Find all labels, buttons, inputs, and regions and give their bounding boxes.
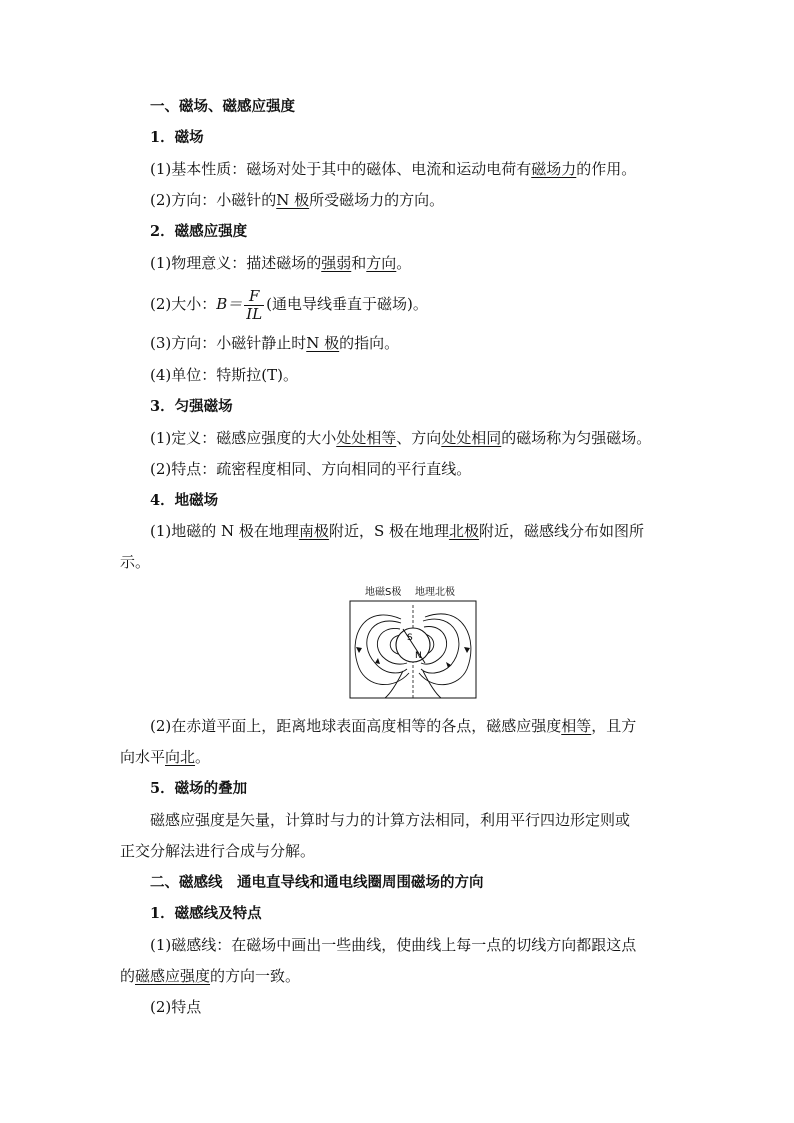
p3-title: 3．匀强磁场 — [150, 398, 233, 415]
s2-p1-line3: (2)特点 — [150, 998, 202, 1016]
p1-line2: (2)方向：小磁针的N 极所受磁场力的方向。 — [150, 191, 445, 209]
p4-line1-cont: 示。 — [120, 553, 151, 571]
section2-title: 二、磁感线 通电直导线和通电线圈周围磁场的方向 — [150, 874, 484, 891]
p3-line1: (1)定义：磁感应强度的大小处处相等、方向处处相同的磁场称为匀强磁场。 — [150, 429, 652, 447]
pole-n-label: N — [415, 651, 422, 661]
p2-line2-formula: (2)大小：B＝ $\frac{F}{IL}$ (通电导线垂直于磁场)。 — [150, 286, 428, 323]
p4-line2-cont: 向水平向北。 — [120, 748, 211, 766]
p2-title: 2．磁感应强度 — [150, 223, 248, 240]
p4-line2: (2)在赤道平面上，距离地球表面高度相等的各点，磁感应强度相等，且方 — [150, 717, 637, 735]
figure-label-right: 地理北极 — [415, 587, 455, 598]
s2-p1-line2: 的磁感应强度的方向一致。 — [120, 967, 301, 985]
s2-p1-title: 1．磁感线及特点 — [150, 905, 262, 922]
p4-title: 4．地磁场 — [150, 492, 219, 509]
p2-line4: (4)单位：特斯拉(T)。 — [150, 366, 298, 384]
p5-line1: 磁感应强度是矢量，计算时与力的计算方法相同，利用平行四边形定则或 — [150, 811, 631, 829]
p2-line1: (1)物理意义：描述磁场的强弱和方向。 — [150, 254, 412, 272]
formula-fraction: $\frac{F}{IL}$ — [246, 286, 263, 323]
p1-title: 1．磁场 — [150, 129, 204, 146]
p4-line1: (1)地磁的 N 极在地理南极附近，S 极在地理北极附近，磁感线分布如图所 — [150, 522, 645, 540]
earth-magnetic-field-figure — [345, 583, 480, 703]
p1-line1: (1)基本性质：磁场对处于其中的磁体、电流和运动电荷有磁场力的作用。 — [150, 160, 637, 178]
field-lines-drawing — [345, 583, 480, 703]
pole-s-label: S — [407, 633, 413, 643]
p2-line3: (3)方向：小磁针静止时N 极的指向。 — [150, 334, 400, 352]
s2-p1-line1: (1)磁感线：在磁场中画出一些曲线，使曲线上每一点的切线方向都跟这点 — [150, 936, 637, 954]
figure-label-left: 地磁S极 — [365, 587, 402, 598]
section1-title: 一、磁场、磁感应强度 — [150, 98, 295, 115]
p5-title: 5．磁场的叠加 — [150, 780, 248, 797]
p5-line2: 正交分解法进行合成与分解。 — [120, 842, 316, 860]
p3-line2: (2)特点：疏密程度相同、方向相同的平行直线。 — [150, 460, 472, 478]
